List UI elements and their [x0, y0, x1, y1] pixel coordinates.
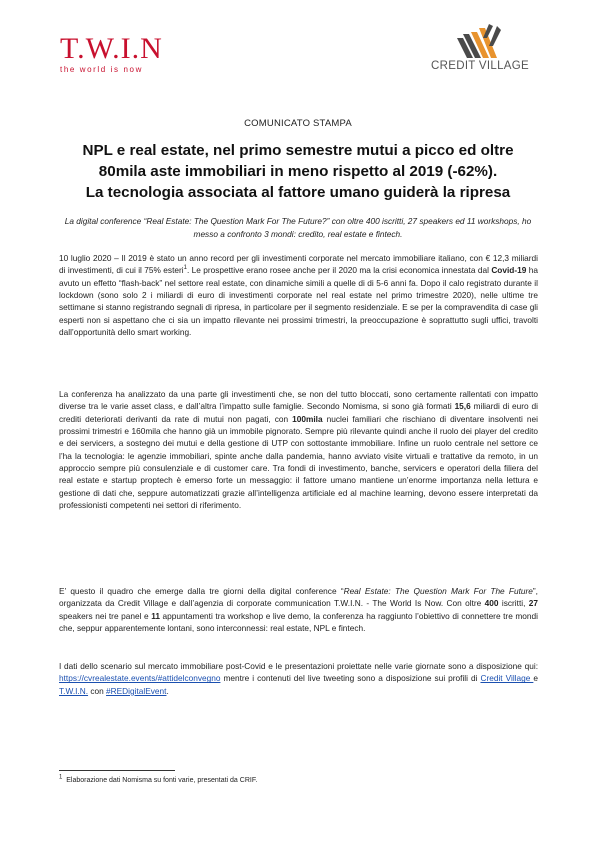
- paragraph-2: [59, 388, 538, 511]
- paragraph-1: [59, 252, 538, 338]
- p1-text-c: ha avuto un effetto “flash-back” nel settore real estate, con dinamiche simili a quelle di di 5-6 anni fa. Dopo il calo registrato durante il lockdown (sono solo 2 i miliardi di euro di investimenti corporate nel real estate nel primo trimestre 2020), nelle ultime tre settimane si stanno registrando segnali di ripresa, in particolare per il segmento residenziale. E se per la compravendita di case gli esperti non si aspettano che ci sia un impatto rilevante nei prossimi trimestri, la preoccupazione è soprattutto sugli uffici, travolti dall’opportunità dello smart working.: [59, 265, 538, 338]
- headline-line-3: La tecnologia associata al fattore umano guiderà la ripresa: [85, 184, 511, 201]
- p3-text-e: appuntamenti tra workshop e live demo, la conferenza ha raggiunto l’obiettivo di connettere tre mondi che, seppur apparentemente lontani, sono interconnessi: real estate, NPL e fintech.: [59, 610, 538, 634]
- headline: [40, 140, 556, 203]
- twin-profile-link[interactable]: T.W.I.N.: [59, 685, 89, 696]
- twin-logo: [60, 32, 163, 74]
- p2-text-c: nuclei familiari che rischiano di diventare insolventi nei prossimi trimestri e 160mila che hanno già un immobile pignorato. Sempre più rilevante quindi anche il ruolo dei player del credito e dei servicers, a sostegno dei mutui e della gestione di UTP con sottostante immobiliare. Infine un ruolo centrale nel settore ce l’ha la tecnologia: le agenzie immobiliari, spinte anche dalla pandemia, hanno avviato visite virtuali e trattative da remoto, in un approccio sempre più consulenziale e di customer care. Tra fondi di investimento, banche, servicers e operatori della filiera del real estate e startup proptech è emerso forte un messaggio: il fattore umano mantiene un’enorme importanza nella lettura e gestione di dati che, seppure automatizzati grazie all’intelligenza artificiale ed al machine learning, devono essere interpretati da professionisti competenti nei settori di riferimento.: [59, 413, 538, 511]
- paragraph-3: [59, 585, 538, 634]
- p2-text-a: La conferenza ha analizzato da una parte gli investimenti che, se non del tutto bloccati, sono certamente rallentati con impatto diverse tra le varie asset class, e dall’altra l’impatto sulle famiglie. Secondo Nomisma, si sono già formati: [59, 389, 538, 412]
- p4-text-d: con: [88, 685, 107, 696]
- p3-text-b: ”, organizzata da Credit Village e dall’agenzia di corporate communication T.W.I.N. - The World Is Now. Con oltre: [59, 586, 538, 609]
- p3-bold-attendees: 400: [484, 598, 499, 609]
- p3-text-a: E’ questo il quadro che emerge dalla tre giorni della digital conference “: [59, 586, 344, 596]
- credit-village-profile-link[interactable]: Credit Village: [480, 673, 534, 684]
- p2-bold-figure-1: 15,6: [454, 401, 471, 412]
- p3-text-d: speakers nei tre panel e: [59, 610, 152, 621]
- p2-bold-figure-2: 100mila: [292, 413, 323, 424]
- footnote-text: Elaborazione dati Nomisma su fonti varie, presentati da CRIF.: [66, 777, 258, 784]
- document-kicker: COMUNICATO STAMPA: [244, 118, 352, 129]
- paragraph-4: [59, 660, 538, 697]
- p3-conference-title: Real Estate: The Question Mark For The Future: [343, 586, 533, 596]
- credit-village-logo: [418, 24, 542, 72]
- p3-bold-speakers: 27: [528, 598, 539, 609]
- hashtag-link[interactable]: #REDigitalEvent: [106, 685, 167, 696]
- p3-bold-workshops: 11: [151, 610, 160, 621]
- footnote: [59, 774, 258, 784]
- conference-materials-link[interactable]: https://cvrealestate.events/#attidelconvegno: [59, 673, 221, 684]
- p2-text-b: miliardi di euro di crediti deteriorati derivanti da rate di mutui non pagati, con: [59, 401, 538, 424]
- p3-text-c: iscritti,: [498, 598, 529, 609]
- credit-village-logo-text: CREDIT VILLAGE: [431, 60, 529, 72]
- p1-text-a: 10 luglio 2020 – Il 2019 è stato un anno record per gli investimenti corporate nel mercato immobiliare italiano, con € 12,3 miliardi di investimenti, di cui il 75% esteri: [59, 253, 538, 276]
- p1-text-b: . Le prospettive erano rosee anche per il 2020 ma la crisi economica innestata dal: [186, 265, 492, 276]
- twin-logo-tagline: the world is now: [60, 65, 143, 74]
- footnote-divider: [59, 770, 175, 771]
- headline-line-2: 80mila aste immobiliari in meno rispetto al 2019 (-62%).: [98, 163, 498, 180]
- p4-text-c: e: [533, 673, 538, 684]
- p4-text-b: mentre i contenuti del live tweeting sono a disposizione sui profili di: [220, 673, 481, 684]
- headline-line-1: NPL e real estate, nel primo semestre mutui a picco ed oltre: [82, 142, 514, 159]
- footnote-ref: 1: [183, 265, 187, 272]
- footnote-number: 1: [59, 774, 63, 781]
- p4-text-a: I dati dello scenario sul mercato immobiliare post-Covid e le presentazioni proiettate nelle varie giornate sono a disposizione qui:: [59, 661, 538, 671]
- p1-bold-covid: Covid-19: [491, 265, 527, 276]
- p4-text-e: .: [166, 685, 169, 696]
- subheadline: La digital conference “Real Estate: The Question Mark For The Future?” con oltre 400 iscritti, 27 speakers ed 11 workshops, ho messo a confronto 3 mondi: credito, real estate e fintech.: [64, 216, 532, 239]
- twin-logo-title: T.W.I.N: [60, 32, 163, 65]
- credit-village-mark-icon: [453, 24, 507, 58]
